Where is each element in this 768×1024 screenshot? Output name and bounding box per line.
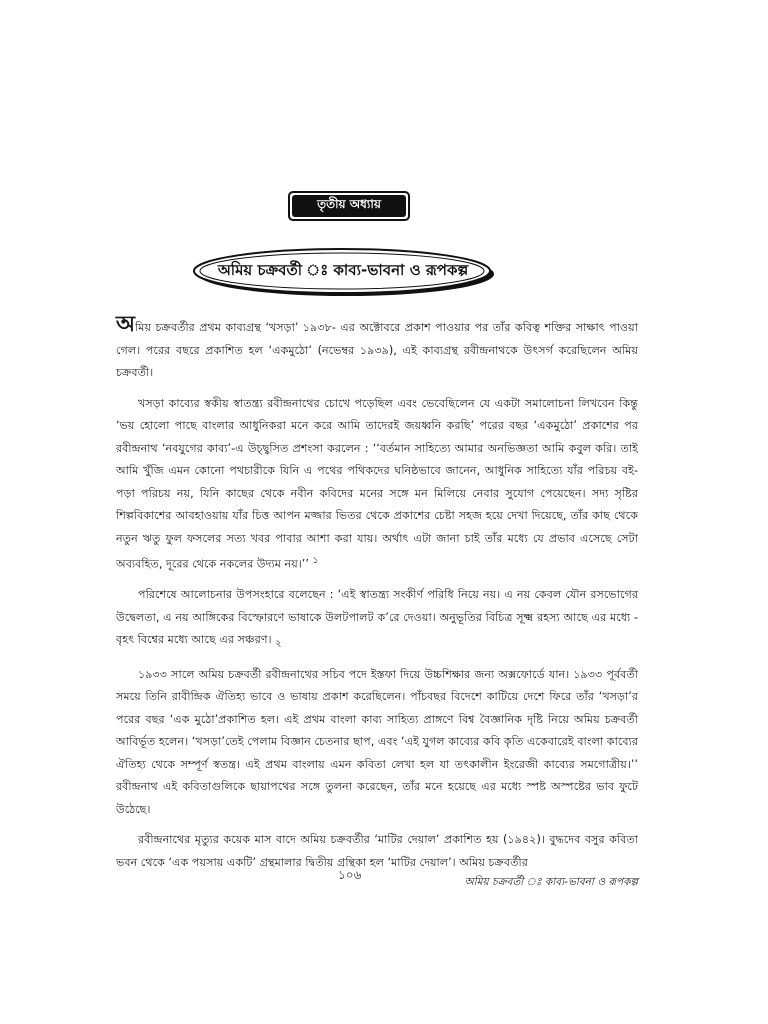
paragraph-3: পরিশেষে আলোচনার উপসংহারে বলেছেন : ‘এই স্বাতন্ত্র্য সংকীর্ণ পরিধি নিয়ে নয়। এ নয় কেবল যৌন রসভোগের উদ্বেলতা, এ নয় আঙ্গিকের বিস্ফোরণে ভাষাকে উলটপালট ক’রে দেওয়া। অনুভূতির বিচিত্র সূক্ষ্ম রহস্য আছে এর মধ্যে - বৃহৎ বিশ্বের মধ্যে আছে এর সঞ্চরণ। $_২$ <box>116 588 638 650</box>
running-head: অমিয় চক্রবর্তী ঃ কাব্য-ভাবনা ও রূপকল্প <box>464 876 638 888</box>
chapter-title: অমিয় চক্রবর্তী ঃ কাব্য-ভাবনা ও রূপকল্প <box>217 260 469 279</box>
page-number: ১০৬ <box>338 868 362 882</box>
chapter-label-box <box>288 191 410 221</box>
paragraph-5: রবীন্দ্রনাথের মৃত্যুর কয়েক মাস বাদে অমিয় চক্রবর্তীর ‘মাটির দেয়াল’ প্রকাশিত হয় (১৯৪২)। বুদ্ধদেব বসুর কবিতা ভবন থেকে ‘এক পয়সায় একটি’ গ্রন্থমালার দ্বিতীয় গ্রন্থিকা হল ‘মাটির দেয়াল’। অমিয় চক্রবর্তীর <box>116 833 638 869</box>
paragraph-1: অমিয় চক্রবর্তীর প্রথম কাব্যগ্রন্থ ‘খসড়া’ ১৯৩৮- এর অক্টোবরে প্রকাশ পাওয়ার পর তাঁর কবিত্ব শক্তির সাক্ষাৎ পাওয়া গেল। পরের বছরে প্রকাশিত হল ‘একমুঠো’ (নভেম্বর ১৯৩৯), এই কাব্যগ্রন্থ রবীন্দ্রনাথকে উৎসর্গ করেছিলেন অমিয় চক্রবর্তী। <box>116 312 638 379</box>
page-footer <box>116 867 638 889</box>
chapter-label: তৃতীয় অধ্যায় <box>292 195 406 217</box>
body-text <box>116 312 638 882</box>
paragraph-2: খসড়া কাব্যের স্বকীয় স্বাতন্ত্র্য রবীন্দ্রনাথের চোখে পড়েছিল এবং ভেবেছিলেন যে একটা সমালোচনা লিখবেন কিন্তু ‘ভয় হোলো পাছে বাংলার আধুনিকরা মনে করে আমি তাদেরই জয়ধ্বনি করছি’ পরের বছর ‘একমুঠো’ প্রকাশের পর রবীন্দ্রনাথ ‘নবযুগের কাব্য’-এ উচ্ছ্বসিত প্রশংসা করলেন : ‘‘বর্তমান সাহিত্যে আমার অনভিজ্ঞতা আমি কবুল করি। তাই আমি খুঁজি এমন কোনো পথচারীকে যিনি এ পথের পথিকদের ঘনিষ্ঠভাবে জানেন, আধুনিক সাহিত্যে যাঁর পরিচয় বই-পড়া পরিচয় নয়, যিনি কাছের থেকে নবীন কবিদের মনের সঙ্গে মন মিলিয়ে নেবার সুযোগ পেয়েছেন। সদ্য সৃষ্টির শিল্পবিকাশের আবহাওয়ায় যাঁর চিত্ত আপন মজ্জার ভিতর থেকে প্রকাশের চেষ্টা সহজ হয়ে দেখা দিয়েছে, তাঁর কাছ থেকে নতুন ঋতু ফুল ফসলের সত্য খবর পাবার আশা করা যায়। অর্থাৎ এটা জানা চাই তাঁর মধ্যে যে প্রভাব এসেছে সেটা অব্যবহিত, দূরের থেকে নকলের উদ্যম নয়।’’ $^১$ <box>116 396 638 571</box>
footnote-ref-1: ১ <box>312 555 319 566</box>
chapter-title-banner <box>190 247 496 299</box>
paragraph-4: ১৯৩৩ সালে অমিয় চক্রবর্তী রবীন্দ্রনাথের সচিব পদে ইস্তফা দিয়ে উচ্চশিক্ষার জন্য অক্সফোর্ডে যান। ১৯৩৩ পূর্ববর্তী সময়ে তিনি রাবীন্দ্রিক ঐতিহ্য ভাবে ও ভাষায় প্রকাশ করেছিলেন। পাঁচবছর বিদেশে কাটিয়ে দেশে ফিরে তাঁর ‘খসড়া’র পরের বছর ‘এক মুঠো’প্রকাশিত হল। এই প্রথম বাংলা কাব্য সাহিত্য প্রাঙ্গণে বিশ্ব বৈজ্ঞানিক দৃষ্টি নিয়ে অমিয় চক্রবর্তী আবির্ভূত হলেন। ‘খসড়া’তেই পেলাম বিজ্ঞান চেতনার ছাপ, এবং ‘এই যুগল কাব্যের কবি কৃতি একেবারেই বাংলা কাব্যের ঐতিহ্য থেকে সম্পূর্ণ স্বতন্ত্র। এই প্রথম বাংলায় এমন কবিতা লেখা হল যা তৎকালীন ইংরেজী কাব্যের সমগোত্রীয়।’’ রবীন্দ্রনাথ এই কবিতাগুলিকে ছায়াপথের সঙ্গে তুলনা করেছেন, তাঁর মনে হয়েছে এর মধ্যে স্পষ্ট অস্পষ্টের ভাব ফুটে উঠেছে। <box>116 667 638 816</box>
footnote-ref-2: ২ <box>275 638 282 650</box>
drop-cap: অ <box>116 312 136 337</box>
